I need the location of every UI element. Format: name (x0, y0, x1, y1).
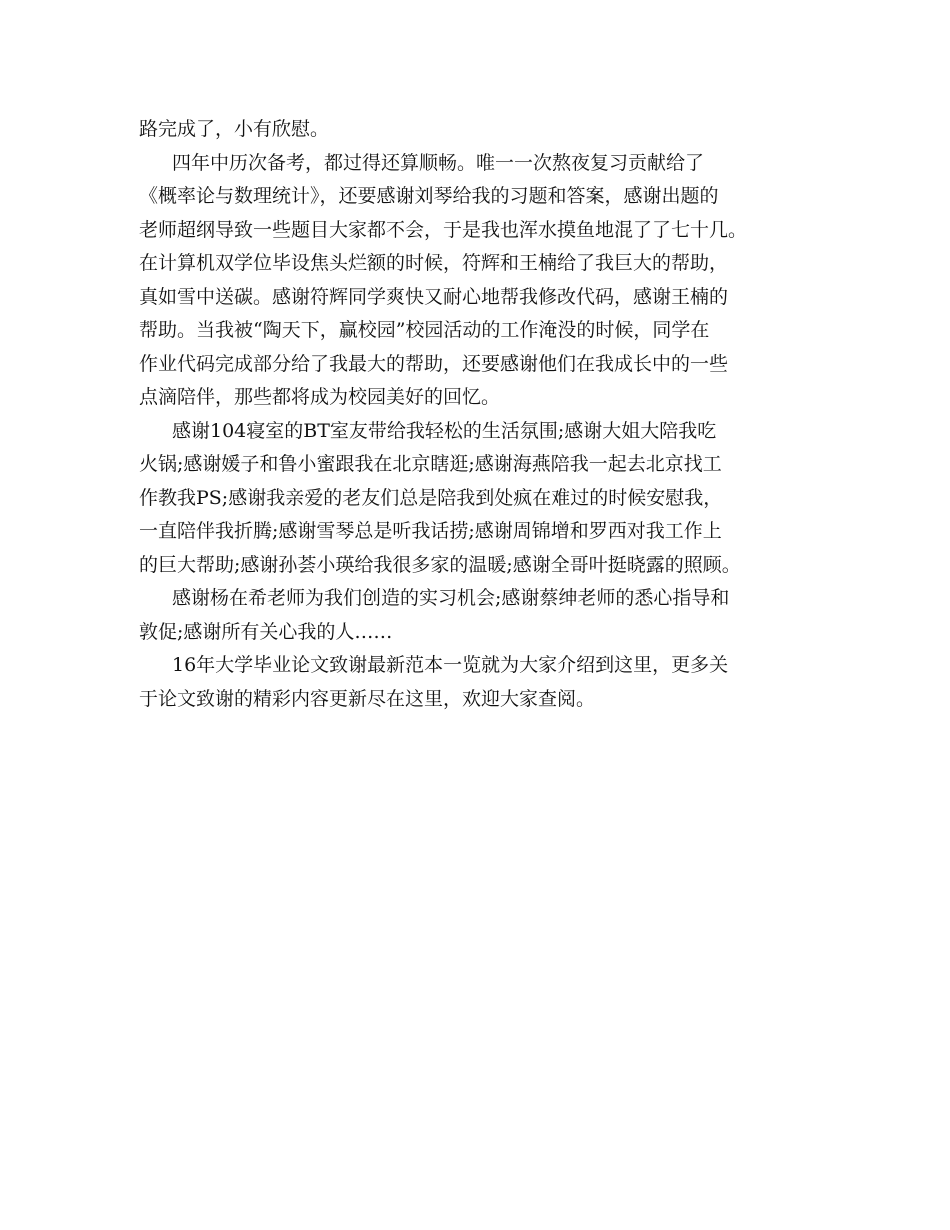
text-line: 火锅;感谢媛子和鲁小蜜跟我在北京瞎逛;感谢海燕陪我一起去北京找工 (139, 453, 722, 475)
text-line: 真如雪中送碳。感谢符辉同学爽快又耐心地帮我修改代码，感谢王楠的 (139, 285, 729, 308)
text-line: 于论文致谢的精彩内容更新尽在这里，欢迎大家查阅。 (139, 687, 596, 710)
text-line: 《概率论与数理统计》，还要感谢刘琴给我的习题和答案，感谢出题的 (139, 185, 719, 207)
document-body (139, 113, 815, 716)
text-line: 感谢104寝室的BT室友带给我轻松的生活氛围;感谢大姐大陪我吃 (172, 419, 717, 442)
text-line: 四年中历次备考，都过得还算顺畅。唯一一次熬夜复习贡献给了 (172, 151, 705, 174)
paragraph-roommates (139, 415, 815, 583)
text-line: 感谢杨在希老师为我们创造的实习机会;感谢蔡绅老师的悉心指导和 (172, 587, 730, 609)
paragraph-exams (139, 147, 815, 415)
paragraph-teachers (139, 582, 815, 649)
text-line: 的巨大帮助;感谢孙荟小瑛给我很多家的温暖;感谢全哥叶挺晓露的照顾。 (139, 553, 741, 576)
text-line: 16年大学毕业论文致谢最新范本一览就为大家介绍到这里，更多关 (172, 654, 729, 676)
text-line: 作业代码完成部分给了我最大的帮助，还要感谢他们在我成长中的一些 (139, 352, 729, 375)
text-line: 在计算机双学位毕设焦头烂额的时候，符辉和王楠给了我巨大的帮助， (139, 252, 729, 274)
text-line: 敦促;感谢所有关心我的人…… (139, 620, 393, 643)
text-line: 作教我PS;感谢我亲爱的老友们总是陪我到处疯在难过的时候安慰我， (139, 486, 723, 509)
paragraph-continuation (139, 113, 815, 147)
text-line: 一直陪伴我折腾;感谢雪琴总是听我话捞;感谢周锦增和罗西对我工作上 (139, 520, 722, 542)
paragraph-closing (139, 649, 815, 716)
text-line: 老师超纲导致一些题目大家都不会，于是我也浑水摸鱼地混了了七十几。 (139, 218, 748, 241)
text-line: 帮助。当我被“陶天下，赢校园”校园活动的工作淹没的时候，同学在 (139, 319, 710, 341)
text-line: 点滴陪伴，那些都将成为校园美好的回忆。 (139, 386, 501, 408)
text-line: 路完成了，小有欣慰。 (139, 118, 330, 140)
